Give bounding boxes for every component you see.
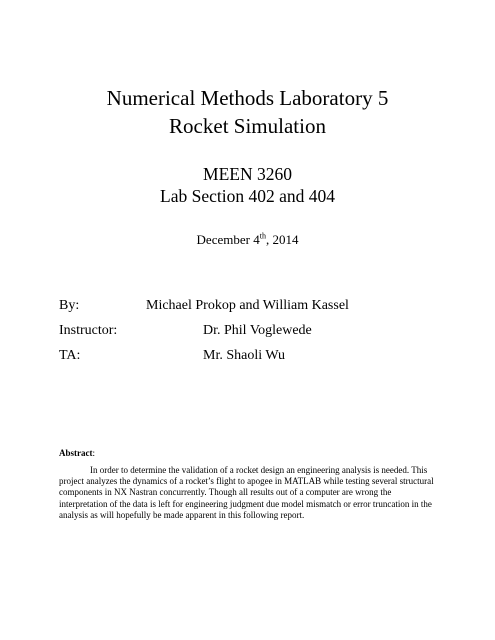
authors-value: Michael Prokop and William Kassel (146, 298, 349, 313)
title-block (0, 84, 495, 140)
course-block (0, 163, 495, 207)
instructor-value: Dr. Phil Voglewede (203, 323, 312, 338)
abstract-body: In order to determine the validation of a rocket design an engineering analysis is needed. This project analyzes the dynamics of a rocket’s flight to apogee in MATLAB while testing several structural components in NX Nastran concurrently. Though all results out of a computer are wrong the interpretation of the data is left for engineering judgment due model mismatch or error truncation in the analysis as will hopefully be made apparent in this following report. (59, 465, 434, 520)
instructor-label: Instructor: (59, 323, 118, 338)
report-date (0, 232, 495, 248)
ta-label: TA: (59, 348, 81, 363)
title-line-2: Rocket Simulation (169, 114, 326, 138)
date-ordinal-suffix: th (259, 231, 266, 241)
title-line-1: Numerical Methods Laboratory 5 (106, 86, 389, 110)
abstract-heading-text: Abstract (59, 448, 93, 458)
date-prefix: December 4 (196, 232, 260, 247)
by-label: By: (59, 298, 80, 313)
date-rest: , 2014 (265, 232, 299, 247)
abstract-heading (59, 448, 95, 459)
course-number: MEEN 3260 (203, 164, 292, 184)
course-section: Lab Section 402 and 404 (160, 186, 335, 206)
abstract-heading-colon: : (92, 448, 96, 458)
ta-value: Mr. Shaoli Wu (203, 348, 286, 363)
